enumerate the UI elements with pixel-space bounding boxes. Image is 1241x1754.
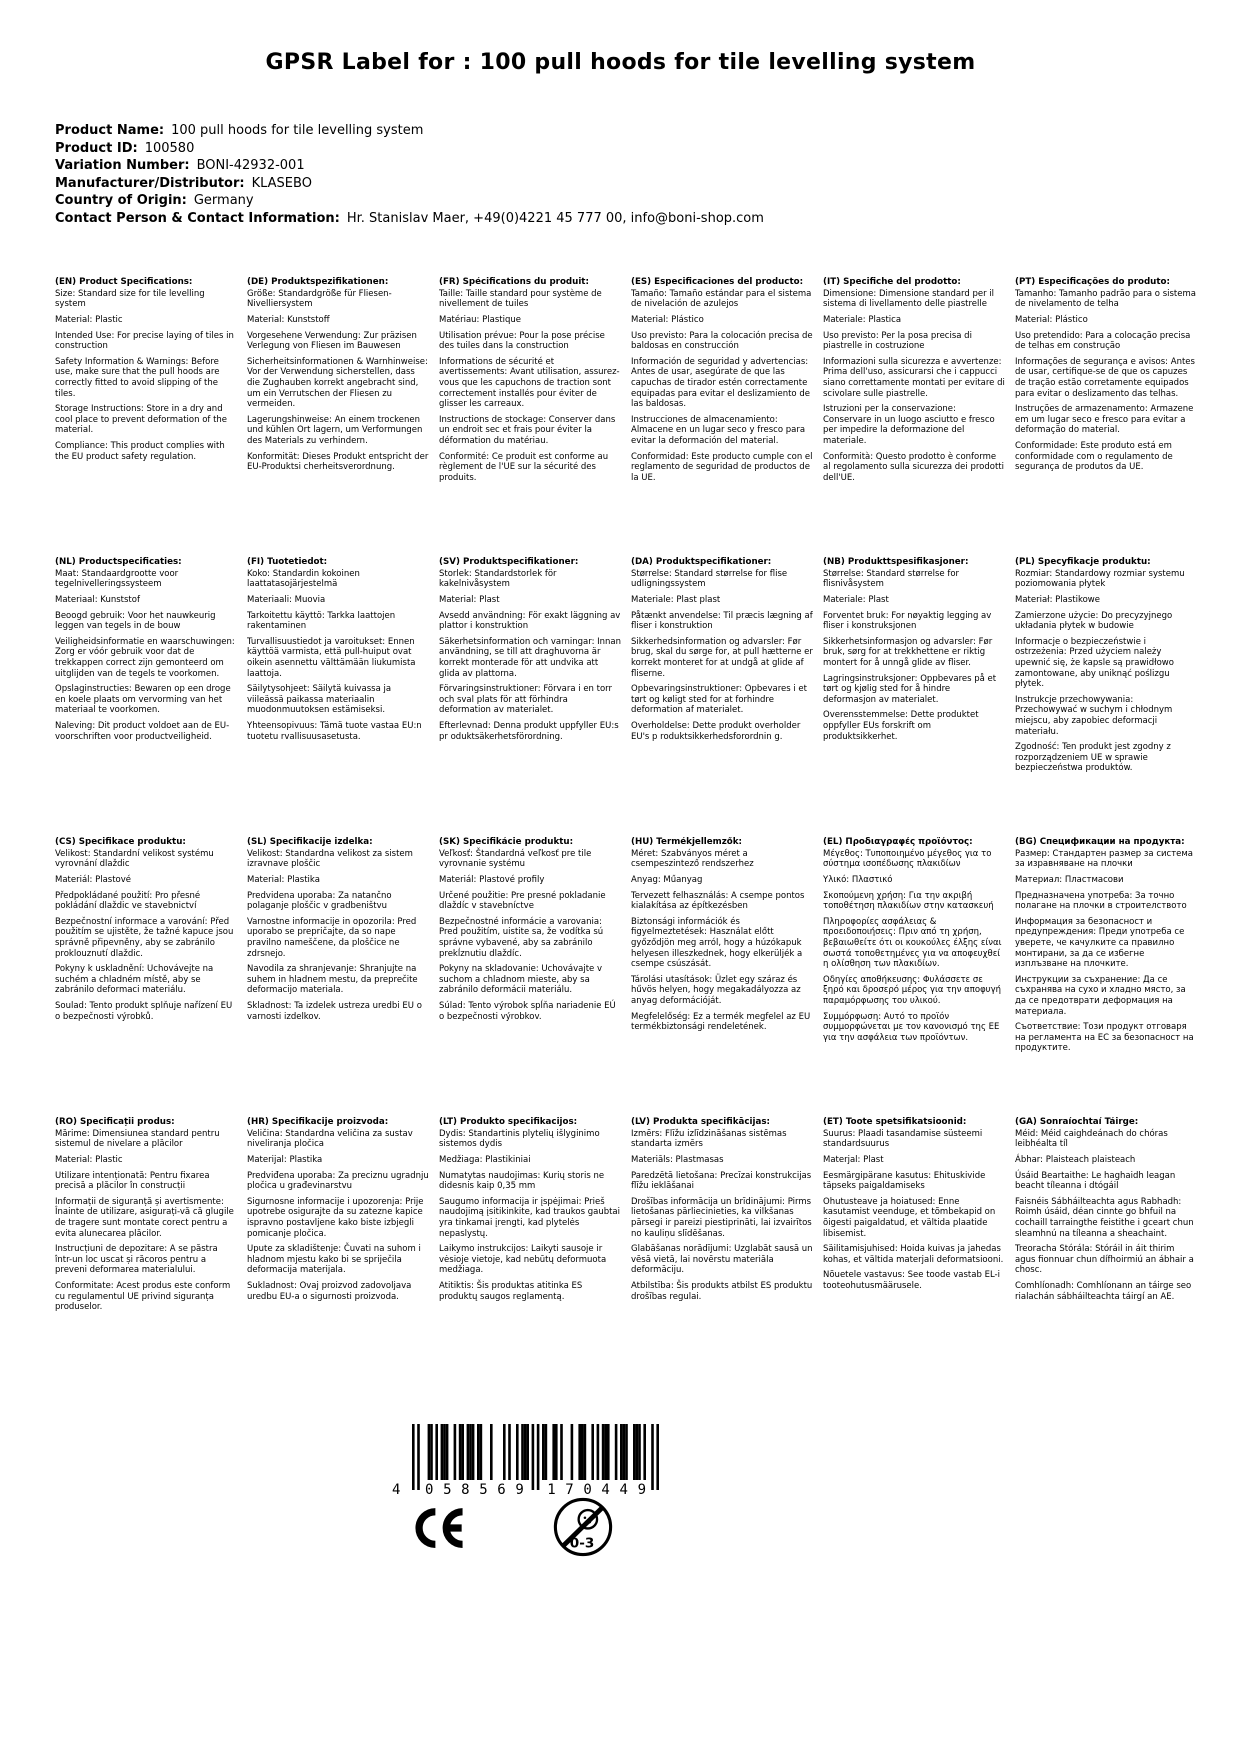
spec-paragraph: Πληροφορίες ασφάλειας & προειδοποιήσεις: Πριν από τη χρήση, βεβαιωθείτε ότι οι κουκούλες έλξης είναι σωστά τοποθετημένες για να αποφευχθεί η ολίσθηση των πλακιδίων. [823, 916, 1002, 970]
barcode-digits-group1: 058569 [425, 1482, 524, 1498]
spec-paragraph: Naleving: Dit product voldoet aan de EU-voorschriften voor productveiligheid. [55, 720, 230, 742]
spec-paragraph: Materiale: Plast [823, 594, 889, 605]
ean13-barcode [386, 1424, 671, 1506]
spec-paragraph: Material: Plast [439, 594, 500, 605]
spec-paragraph: Størrelse: Standard størrelse for flisnivåsystem [823, 568, 960, 590]
product-info-row [55, 122, 764, 140]
product-info-value: Germany [193, 193, 254, 208]
language-block-header: (HU) Termékjellemzők: [631, 837, 743, 847]
language-block-header: (ET) Toote spetsifikatsioonid: [823, 1117, 967, 1127]
language-block-header: (NB) Produkttspesifikasjoner: [823, 557, 969, 567]
spec-paragraph: Atbilstība: Šis produkts atbilst ES produktu drošības regulai. [631, 1280, 813, 1302]
product-info-label: Product ID: [55, 140, 138, 156]
spec-paragraph: Overholdelse: Dette produkt overholder EU's p roduktsikkerhedsforordnin g. [631, 720, 801, 742]
spec-paragraph: Tervezett felhasználás: A csempe pontos kialakítása az építkezésben [631, 890, 805, 912]
product-info-row [55, 175, 764, 193]
spec-paragraph: Sigurnosne informacije i upozorenja: Prije upotrebe osigurajte da su zatezne kapice ispravno postavljene kako biste izbjegli pomicanje pločica. [247, 1196, 424, 1239]
spec-paragraph: Méret: Szabványos méret a csempeszintező rendszerhez [631, 848, 754, 870]
spec-paragraph: Tarkoitettu käyttö: Tarkka laattojen rakentaminen [247, 610, 396, 632]
product-info-row [55, 157, 764, 175]
product-info-value: Hr. Stanislav Maer, +49(0)4221 45 777 00, info@boni-shop.com [346, 210, 764, 226]
product-info-label: Contact Person & Contact Information: [55, 210, 340, 226]
spec-paragraph: Съответствие: Този продукт отговаря на регламента на ЕС за безопасност на продуктите. [1015, 1022, 1194, 1054]
spec-paragraph: Materiał: Plastikowe [1015, 594, 1100, 605]
spec-paragraph: Yhteensopivuus: Tämä tuote vastaa EU:n tuotetu rvallisuusasetusta. [247, 720, 422, 742]
lang-block-sk [439, 837, 621, 1117]
lang-block-ro [55, 1117, 237, 1397]
product-info-label: Variation Number: [55, 158, 190, 173]
lang-block-nl [55, 557, 237, 837]
language-block-header: (GA) Sonraíochtaí Táirge: [1015, 1117, 1139, 1127]
language-block-header: (SL) Specifikacije izdelka: [247, 837, 373, 847]
spec-paragraph: Størrelse: Standard størrelse for flise udligningssystem [631, 568, 788, 590]
product-info-value: 100580 [144, 140, 195, 156]
spec-paragraph: Säilytysohjeet: Säilytä kuivassa ja viileässä paikassa materiaalin muodonmuutoksen estämiseksi. [247, 684, 392, 716]
lang-block-lv [631, 1117, 813, 1397]
spec-paragraph: Vorgesehene Verwendung: Zur präzisen Verlegung von Fliesen im Bauwesen [247, 330, 417, 352]
spec-paragraph: Glabāšanas norādījumi: Uzglabāt sausā un vēsā vietā, lai novērstu materiāla deformāciju. [631, 1244, 813, 1276]
spec-paragraph: Safety Information & Warnings: Before use, make sure that the pull hoods are correctly fitted to avoid slipping of the tiles. [55, 356, 220, 399]
spec-paragraph: Bezpečnostné informácie a varovania: Pred použitím, uistite sa, že vodítka sú správne vybavené, aby sa zabránilo prekĺznutiu dlaždíc. [439, 916, 604, 959]
spec-paragraph: Predviđena uporaba: Za preciznu ugradnju pločica u građevinarstvu [247, 1170, 429, 1192]
spec-paragraph: Sikkerhetsinformasjon og advarsler: Før bruk, sørg for at trekkhettene er riktig montert for å unngå glide av fliser. [823, 636, 993, 668]
spec-paragraph: Instruções de armazenamento: Armazene em um lugar seco e fresco para evitar a deformação do material. [1015, 404, 1194, 436]
lang-block-fi [247, 557, 429, 837]
spec-paragraph: Mărime: Dimensiunea standard pentru sistemul de nivelare a plăcilor [55, 1128, 220, 1150]
spec-paragraph: Soulad: Tento produkt splňuje nařízení EU o bezpečnosti výrobků. [55, 1000, 233, 1022]
product-info-label: Manufacturer/Distributor: [55, 175, 245, 191]
spec-paragraph: Megfelelőség: Ez a termék megfelel az EU termékbiztonsági rendeletének. [631, 1011, 811, 1033]
language-block-header: (PL) Specyfikacje produktu: [1015, 557, 1151, 567]
spec-paragraph: Matériau: Plastique [439, 314, 521, 325]
spec-paragraph: Säkerhetsinformation och varningar: Innan användning, se till att draghuvorna är korrekt monterade för att undvika att glida av plattorna. [439, 636, 621, 679]
spec-paragraph: Faisnéis Sábháilteachta agus Rabhadh: Roimh úsáid, déan cinnte go bhfuil na cochaill tarraingthe feistithe i gceart chun sleamhnú na tíleanna a sheachaint. [1015, 1196, 1194, 1239]
spec-paragraph: Uso previsto: Per la posa precisa di piastrelle in costruzione [823, 330, 972, 352]
lang-block-et [823, 1117, 1005, 1397]
spec-paragraph: Material: Kunststoff [247, 314, 330, 325]
lang-block-pt [1015, 277, 1197, 557]
language-block-header: (PT) Especificações do produto: [1015, 277, 1170, 287]
spec-paragraph: Súlad: Tento výrobok spĺňa nariadenie EÚ o bezpečnosti výrobkov. [439, 1000, 616, 1022]
spec-paragraph: Sicherheitsinformationen & Warnhinweise: Vor der Verwendung sicherstellen, dass die Zughauben korrekt angebracht sind, um ein Verrutschen der Fliesen zu vermeiden. [247, 356, 428, 410]
product-info-value: 100 pull hoods for tile levelling system [171, 123, 424, 138]
ce-mark-icon [410, 1502, 468, 1554]
language-block-header: (LV) Produkta specifikācijas: [631, 1117, 770, 1127]
product-info-label: Product Name: [55, 123, 165, 138]
spec-paragraph: Säilitamisjuhised: Hoida kuivas ja jahedas kohas, et vältida materjali deformatsiooni. [823, 1244, 1004, 1265]
spec-paragraph: Treoracha Stórála: Stóráil in áit thirim agus fionnuar chun dífhoirmiú an ábhair a chosc. [1015, 1244, 1194, 1276]
spec-paragraph: Instrukcje przechowywania: Przechowywać w suchym i chłodnym miejscu, aby zapobiec deformacji materiału. [1015, 694, 1173, 737]
spec-paragraph: Materiaal: Kunststof [55, 594, 140, 605]
language-block-header: (HR) Specifikacije proizvoda: [247, 1117, 389, 1127]
spec-paragraph: Koko: Standardin kokoinen laattatasojärjestelmä [247, 568, 360, 590]
spec-paragraph: Materiál: Plastové [55, 874, 132, 885]
language-block-header: (EL) Προδιαγραφές προϊόντος: [823, 837, 973, 847]
spec-paragraph: Maat: Standaardgrootte voor tegelnivelleringssysteem [55, 568, 179, 590]
spec-paragraph: Varnostne informacije in opozorila: Pred uporabo se prepričajte, da so nape pravilno nameščene, da ploščice ne zdrsnejo. [247, 916, 417, 959]
product-info-row [55, 140, 764, 158]
lang-block-hr [247, 1117, 429, 1397]
spec-paragraph: Material: Plástico [1015, 314, 1088, 325]
spec-paragraph: Materiale: Plast plast [631, 594, 721, 605]
spec-paragraph: Informacje o bezpieczeństwie i ostrzeżenia: Przed użyciem należy upewnić się, że kapsle są prawidłowo zamontowane, aby uniknąć poślizgu płytek. [1015, 636, 1174, 690]
spec-paragraph: Eesmärgipärane kasutus: Ehituskivide täpseks paigaldamiseks [823, 1170, 986, 1192]
lang-block-el [823, 837, 1005, 1117]
spec-paragraph: Upute za skladištenje: Čuvati na suhom i hladnom mjestu kako bi se spriječila deformacija materijala. [247, 1244, 421, 1276]
lang-block-hu [631, 837, 813, 1117]
language-block-header: (SK) Špecifikácie produktu: [439, 837, 574, 847]
spec-paragraph: Υλικό: Πλαστικό [823, 874, 893, 885]
spec-paragraph: Veľkosť: Štandardná veľkosť pre tile vyrovnanie systému [439, 848, 592, 870]
spec-paragraph: Opbevaringsinstruktioner: Opbevares i et tørt og køligt sted for at forhindre deformation af materialet. [631, 684, 807, 716]
spec-paragraph: Размер: Стандартен размер за система за изравняване на плочки [1015, 848, 1193, 870]
spec-paragraph: Lagerungshinweise: An einem trockenen und kühlen Ort lagern, um Verformungen des Materials zu verhindern. [247, 414, 423, 446]
spec-paragraph: Istruzioni per la conservazione: Conservare in un luogo asciutto e fresco per impedire la deformazione del materiale. [823, 404, 995, 446]
product-info [55, 122, 764, 227]
spec-paragraph: Saugumo informacija ir įspėjimai: Prieš naudojimą įsitikinkite, kad traukos gaubtai yra tinkamai įrengti, kad plytelės nepaslystų. [439, 1196, 621, 1239]
spec-paragraph: Beoogd gebruik: Voor het nauwkeurig leggen van tegels in de bouw [55, 610, 216, 632]
spec-paragraph: Информация за безопасност и предупреждения: Преди употреба се уверете, че качулките са правилно монтирани, за да се избегне изплъзване на плочките. [1015, 916, 1185, 970]
spec-paragraph: Compliance: This product complies with the EU product safety regulation. [55, 440, 225, 462]
product-info-value: KLASEBO [251, 175, 312, 191]
spec-paragraph: Comhlíonadh: Comhlíonann an táirge seo rialachán sábháilteachta táirgí an AE. [1015, 1280, 1192, 1302]
spec-paragraph: Biztonsági információk és figyelmeztetések: Használat előtt győződjön meg arról, hogy a húzókapuk helyesen illeszkednek, hogy elkerüljék a csempe csúszását. [631, 916, 803, 970]
lang-block-en [55, 277, 237, 557]
lang-block-cs [55, 837, 237, 1117]
spec-paragraph: Инструкции за съхранение: Да се съхранява на сухо и хладно място, за да се предотврати деформация на материала. [1015, 974, 1186, 1017]
lang-block-nb [823, 557, 1005, 837]
page-title: GPSR Label for : 100 pull hoods for tile levelling system [265, 50, 976, 75]
spec-paragraph: Intended Use: For precise laying of tiles in construction [55, 330, 234, 352]
spec-paragraph: Velikost: Standardna velikost za sistem izravnave ploščic [247, 848, 413, 870]
spec-paragraph: Informações de segurança e avisos: Antes de usar, certifique-se de que os capuzes de tração estão corretamente equipados para evitar o deslizamento das telhas. [1015, 356, 1195, 399]
spec-paragraph: Utilizare intenționată: Pentru fixarea precisă a plăcilor în construcții [55, 1170, 210, 1192]
spec-paragraph: Instrucțiuni de depozitare: A se păstra într-un loc uscat și răcoros pentru a preveni deformarea materialului. [55, 1244, 218, 1276]
spec-paragraph: Påtænkt anvendelse: Til præcis lægning af fliser i konstruktion [631, 610, 813, 632]
language-block-header: (FI) Tuotetiedot: [247, 557, 328, 567]
language-block-header: (BG) Спецификации на продукта: [1015, 837, 1185, 847]
product-info-row [55, 210, 764, 228]
spec-paragraph: Conformitate: Acest produs este conform cu regulamentul UE privind siguranța produselor. [55, 1280, 231, 1313]
spec-paragraph: Materjal: Plast [823, 1154, 884, 1165]
spec-paragraph: Uso pretendido: Para a colocação precisa de telhas em construção [1015, 330, 1191, 352]
spec-paragraph: Storage Instructions: Store in a dry and cool place to prevent deformation of the material. [55, 404, 228, 436]
spec-paragraph: Informazioni sulla sicurezza e avvertenze: Prima dell'uso, assicurarsi che i cappucci siano correttamente montati per evitare di scivolare sulle piastrelle. [823, 356, 1005, 399]
product-info-row [55, 192, 764, 210]
language-block-header: (NL) Productspecificaties: [55, 557, 182, 567]
spec-paragraph: Instructions de stockage: Conserver dans un endroit sec et frais pour éviter la déformation du matériau. [439, 414, 616, 446]
spec-paragraph: Materijal: Plastika [247, 1154, 323, 1165]
spec-paragraph: Dimensione: Dimensione standard per il sistema di livellamento delle piastrelle [823, 288, 995, 310]
spec-paragraph: Instrucciones de almacenamiento: Almacene en un lugar seco y fresco para evitar la deformación del material. [631, 414, 806, 446]
spec-paragraph: Предназначена употреба: За точно полагане на плочки в строителството [1015, 890, 1187, 912]
spec-paragraph: Tamanho: Tamanho padrão para o sistema de nivelamento de telha [1015, 288, 1196, 310]
spec-paragraph: Material: Plastic [55, 314, 123, 325]
spec-paragraph: Ohutusteave ja hoiatused: Enne kasutamist veenduge, et tõmbekapid on õigesti paigaldatud, et vältida plaatide libisemist. [823, 1196, 996, 1239]
spec-paragraph: Určené použitie: Pre presné pokladanie dlaždíc v stavebníctve [439, 890, 606, 912]
spec-paragraph: Navodila za shranjevanje: Shranjujte na suhem in hladnem mestu, da preprečite deformacijo materiala. [247, 964, 418, 996]
language-block-header: (LT) Produkto specifikacijos: [439, 1117, 578, 1127]
spec-paragraph: Informations de sécurité et avertissements: Avant utilisation, assurez-vous que les capuchons de traction sont correctement installés pour éviter de glisser les carreaux. [439, 356, 620, 410]
spec-paragraph: Overensstemmelse: Dette produktet oppfyller EUs forskrift om produktsikkerhet. [823, 710, 979, 742]
lang-block-sl [247, 837, 429, 1117]
spec-paragraph: Förvaringsinstruktioner: Förvara i en torr och sval plats för att förhindra deformation av materialet. [439, 684, 613, 716]
spec-paragraph: Úsáid Beartaithe: Le haghaidh leagan beacht tíleanna i dtógáil [1015, 1170, 1176, 1192]
spec-paragraph: Nõuetele vastavus: See toode vastab EL-i tooteohutusmäärusele. [823, 1270, 1000, 1291]
spec-paragraph: Pokyny k uskladnění: Uchovávejte na suchém a chladném místě, aby se zabránilo deformaci materiálu. [55, 964, 214, 996]
spec-paragraph: Materiál: Plastové profily [439, 874, 545, 885]
spec-paragraph: Skladnost: Ta izdelek ustreza uredbi EU o varnosti izdelkov. [247, 1000, 422, 1022]
spec-paragraph: Velikost: Standardní velikost systému vyrovnání dlaždic [55, 848, 214, 870]
age-warning-0-3-icon [552, 1496, 614, 1558]
spec-paragraph: Bezpečnostní informace a varování: Před použitím se ujistěte, že tažné kapuce jsou správně připevněny, aby se zabránilo proklouznutí dlaždic. [55, 916, 234, 959]
spec-paragraph: Sikkerhedsinformation og advarsler: Før brug, skal du sørge for, at pull hætterne er korrekt monteret for at undgå at glide af fliserne. [631, 636, 813, 679]
lang-block-fr [439, 277, 621, 557]
lang-block-bg [1015, 837, 1197, 1117]
language-blocks-grid [55, 277, 1197, 1397]
spec-paragraph: Οδηγίες αποθήκευσης: Φυλάσσετε σε ξηρό και δροσερό μέρος για την αποφυγή παραμόρφωσης του υλικού. [823, 974, 1002, 1006]
spec-paragraph: Izmērs: Flīžu izlīdzināšanas sistēmas standarta izmērs [631, 1128, 787, 1150]
lang-block-ga [1015, 1117, 1197, 1397]
lang-block-da [631, 557, 813, 837]
spec-paragraph: Materiāls: Plastmasas [631, 1154, 724, 1165]
lang-block-it [823, 277, 1005, 557]
product-info-value: BONI-42932-001 [196, 158, 305, 173]
spec-paragraph: Storlek: Standardstorlek för kakelnivåsystem [439, 568, 557, 590]
language-block-header: (ES) Especificaciones del producto: [631, 277, 804, 287]
spec-paragraph: Conformidade: Este produto está em conformidade com o regulamento de segurança de produtos da UE. [1015, 440, 1173, 473]
language-block-header: (FR) Spécifications du produit: [439, 277, 589, 287]
spec-paragraph: Lagringsinstruksjoner: Oppbevares på et tørt og kjølig sted for å hindre deformasjon av materialet. [823, 673, 997, 705]
spec-paragraph: Méid: Méid caighdeánach do chóras leibhéalta tíl [1015, 1128, 1168, 1150]
language-block-header: (SV) Produktspecifikationer: [439, 557, 579, 567]
spec-paragraph: Conformità: Questo prodotto è conforme al regolamento sulla sicurezza dei prodotti dell'UE. [823, 451, 1004, 483]
spec-paragraph: Laikymo instrukcijos: Laikyti sausoje ir vėsioje vietoje, kad nebūtų deformuota medžiaga. [439, 1244, 607, 1276]
spec-paragraph: Ábhar: Plaisteach plaisteach [1015, 1154, 1136, 1165]
language-block-header: (CS) Specifikace produktu: [55, 837, 186, 847]
spec-paragraph: Konformität: Dieses Produkt entspricht der EU-Produktsi cherheitsverordnung. [247, 451, 429, 473]
spec-paragraph: Información de seguridad y advertencias: Antes de usar, asegúrate de que las capuchas de tirador estén correctamente equipadas para evitar el deslizamiento de las baldosas. [631, 356, 810, 410]
spec-paragraph: Efterlevnad: Denna produkt uppfyller EU:s pr oduktsäkerhetsförordning. [439, 720, 619, 742]
language-block-header: (RO) Specificații produs: [55, 1117, 175, 1127]
spec-paragraph: Material: Plastika [247, 874, 320, 885]
spec-paragraph: Předpokládané použití: Pro přesné pokládání dlaždic ve stavebnictví [55, 890, 201, 912]
spec-paragraph: Material: Plástico [631, 314, 704, 325]
lang-block-de [247, 277, 429, 557]
spec-paragraph: Conformité: Ce produit est conforme au règlement de l'UE sur la sécurité des produits. [439, 451, 609, 483]
spec-paragraph: Материал: Пластмасови [1015, 874, 1124, 885]
spec-paragraph: Sukladnost: Ovaj proizvod zadovoljava uredbu EU-a o sigurnosti proizvoda. [247, 1280, 412, 1302]
lang-block-pl [1015, 557, 1197, 837]
spec-paragraph: Material: Plastic [55, 1154, 123, 1165]
spec-paragraph: Σκοπούμενη χρήση: Για την ακριβή τοποθέτηση πλακιδίων στην κατασκευή [823, 890, 994, 912]
barcode-digit-left: 4 [392, 1482, 401, 1498]
spec-paragraph: Size: Standard size for tile levelling system [55, 288, 205, 310]
spec-paragraph: Conformidad: Este producto cumple con el reglamento de seguridad de productos de la UE. [631, 451, 813, 483]
lang-block-es [631, 277, 813, 557]
spec-paragraph: Opslaginstructies: Bewaren op een droge en koele plaats om vervorming van het materiaal te voorkomen. [55, 684, 231, 716]
spec-paragraph: Συμμόρφωση: Αυτό το προϊόν συμμορφώνεται με τον κανονισμό της ΕΕ για την ασφάλεια των προϊόντων. [823, 1011, 1000, 1043]
spec-paragraph: Atitiktis: Šis produktas atitinka ES produktų saugos reglamentą. [439, 1280, 583, 1302]
spec-paragraph: Anyag: Műanyag [631, 874, 703, 885]
spec-paragraph: Materiale: Plastica [823, 314, 902, 325]
spec-paragraph: Μέγεθος: Τυποποιημένο μέγεθος για το σύστημα ισοπέδωσης πλακιδίων [823, 848, 992, 870]
spec-paragraph: Numatytas naudojimas: Kurių storis ne didesnis kaip 0,35 mm [439, 1170, 605, 1192]
spec-paragraph: Informații de siguranță și avertismente: Înainte de utilizare, asigurați-vă că glugile de tragere sunt montate corect pentru a evita alunecarea plăcilor. [55, 1196, 234, 1239]
spec-paragraph: Drošības informācija un brīdinājumi: Pirms lietošanas pārliecinieties, ka vilkšanas pārsegi ir pareizi piestiprināti, lai izvairītos no kauliņu slīdēšanas. [631, 1196, 812, 1239]
spec-paragraph: Pokyny na skladovanie: Uchovávajte v suchom a chladnom mieste, aby sa zabránilo deformácii materiálu. [439, 964, 603, 996]
spec-paragraph: Predvidena uporaba: Za natančno polaganje ploščic v gradbeništvu [247, 890, 392, 912]
spec-paragraph: Zamierzone użycie: Do precyzyjnego układania płytek w budowie [1015, 610, 1173, 632]
product-info-label: Country of Origin: [55, 193, 187, 208]
lang-block-lt [439, 1117, 621, 1397]
spec-paragraph: Zgodność: Ten produkt jest zgodny z rozporządzeniem UE w sprawie bezpieczeństwa produktów. [1015, 742, 1171, 774]
spec-paragraph: Tamaño: Tamaño estándar para el sistema de nivelación de azulejos [631, 288, 812, 310]
spec-paragraph: Medžiaga: Plastikiniai [439, 1154, 531, 1165]
language-block-header: (IT) Specifiche del prodotto: [823, 277, 961, 287]
spec-paragraph: Suurus: Plaadi tasandamise süsteemi standardsuurus [823, 1128, 983, 1150]
language-block-header: (DA) Produktspecifikationer: [631, 557, 772, 567]
spec-paragraph: Rozmiar: Standardowy rozmiar systemu poziomowania płytek [1015, 568, 1185, 590]
spec-paragraph: Avsedd användning: För exakt läggning av plattor i konstruktion [439, 610, 621, 632]
spec-paragraph: Größe: Standardgröße für Fliesen-Nivelliersystem [247, 288, 392, 310]
spec-paragraph: Veiligheidsinformatie en waarschuwingen: Zorg er vóór gebruik voor dat de trekkappen correct zijn gemonteerd om uitglijden van de tegels te voorkomen. [55, 636, 235, 679]
language-block-header: (DE) Produktspezifikationen: [247, 277, 389, 287]
spec-paragraph: Veličina: Standardna veličina za sustav niveliranja pločica [247, 1128, 413, 1150]
spec-paragraph: Utilisation prévue: Pour la pose précise des tuiles dans la construction [439, 330, 605, 352]
spec-paragraph: Turvallisuustiedot ja varoitukset: Ennen käyttöä varmista, että pull-huiput ovat oikein asennettu välttämään liukumista laattoja. [247, 636, 416, 679]
svg-text:0-3: 0-3 [569, 1535, 595, 1552]
spec-paragraph: Dydis: Standartinis plytelių išlyginimo sistemos dydis [439, 1128, 600, 1150]
barcode-digits-group2: 170449 [547, 1482, 646, 1498]
spec-paragraph: Materiaali: Muovia [247, 594, 326, 605]
spec-paragraph: Forventet bruk: For nøyaktig legging av fliser i konstruksjonen [823, 610, 992, 632]
spec-paragraph: Tárolási utasítások: Üzlet egy száraz és hűvös helyen, hogy megakadályozza az anyag deformációját. [631, 974, 801, 1006]
language-block-header: (EN) Product Specifications: [55, 277, 193, 287]
lang-block-sv [439, 557, 621, 837]
spec-paragraph: Taille: Taille standard pour système de nivellement de tuiles [439, 288, 602, 310]
spec-paragraph: Uso previsto: Para la colocación precisa de baldosas en construcción [631, 330, 813, 352]
spec-paragraph: Paredzētā lietošana: Precīzai konstrukcijas flīžu ieklāšanai [631, 1170, 812, 1192]
